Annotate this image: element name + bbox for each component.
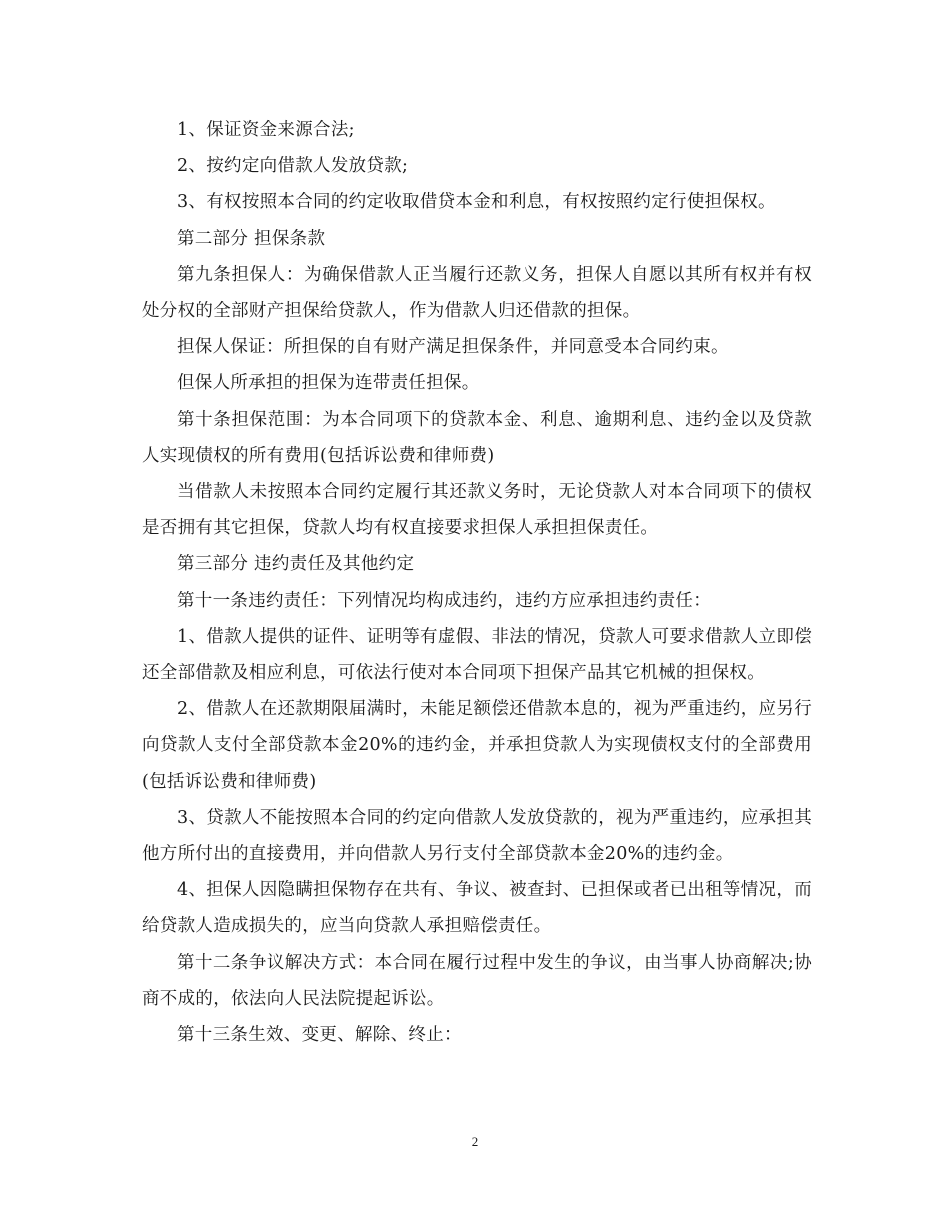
breach-item-3: 3、贷款人不能按照本合同的约定向借款人发放贷款的，视为严重违约，应承担其他方所付出的直接费用，并向借款人另行支付全部贷款本金20%的违约金。: [142, 807, 812, 865]
article-10-detail: 当借款人未按照本合同约定履行其还款义务时，无论贷款人对本合同项下的债权是否拥有其它担保，贷款人均有权直接要求担保人承担担保责任。: [142, 482, 812, 539]
joint-liability-statement: 但保人所承担的担保为连带责任担保。: [177, 373, 480, 394]
article-12: 第十二条争议解决方式：本合同在履行过程中发生的争议，由当事人协商解决;协商不成的，依法向人民法院提起诉讼。: [142, 952, 812, 1009]
article-9: 第九条担保人：为确保借款人正当履行还款义务，担保人自愿以其所有权并有权处分权的全部财产担保给贷款人，作为借款人归还借款的担保。: [142, 264, 812, 322]
section-heading-part-3: 第三部分 违约责任及其他约定: [177, 554, 415, 575]
guarantor-statement: 担保人保证：所担保的自有财产满足担保条件，并同意受本合同约束。: [177, 337, 729, 358]
breach-item-1: 1、借款人提供的证件、证明等有虚假、非法的情况，贷款人可要求借款人立即偿还全部借款及相应利息，可依法行使对本合同项下担保产品其它机械的担保权。: [142, 626, 812, 684]
paragraph-1: 1、保证资金来源合法;: [177, 120, 355, 140]
document-body: [142, 112, 812, 1053]
article-13: 第十三条生效、变更、解除、终止：: [177, 1025, 462, 1046]
page-number: 2: [471, 1134, 479, 1149]
breach-item-4: 4、担保人因隐瞒担保物存在共有、争议、被查封、已担保或者已出租等情况，而给贷款人造成损失的，应当向贷款人承担赔偿责任。: [142, 880, 812, 937]
article-10: 第十条担保范围：为本合同项下的贷款本金、利息、逾期利息、违约金以及贷款人实现债权的所有费用(包括诉讼费和律师费): [142, 409, 812, 466]
section-heading-part-2: 第二部分 担保条款: [177, 228, 326, 249]
paragraph-2: 2、按约定向借款人发放贷款;: [177, 156, 409, 177]
paragraph-3: 3、有权按照本合同的约定收取借贷本金和利息，有权按照约定行使担保权。: [177, 192, 776, 213]
breach-item-2: 2、借款人在还款期限届满时，未能足额偿还借款本息的，视为严重违约，应另行向贷款人支付全部贷款本金20%的违约金，并承担贷款人为实现债权支付的全部费用(包括诉讼费和律师费): [142, 699, 812, 792]
article-11: 第十一条违约责任：下列情况均构成违约，违约方应承担违约责任：: [177, 590, 711, 611]
